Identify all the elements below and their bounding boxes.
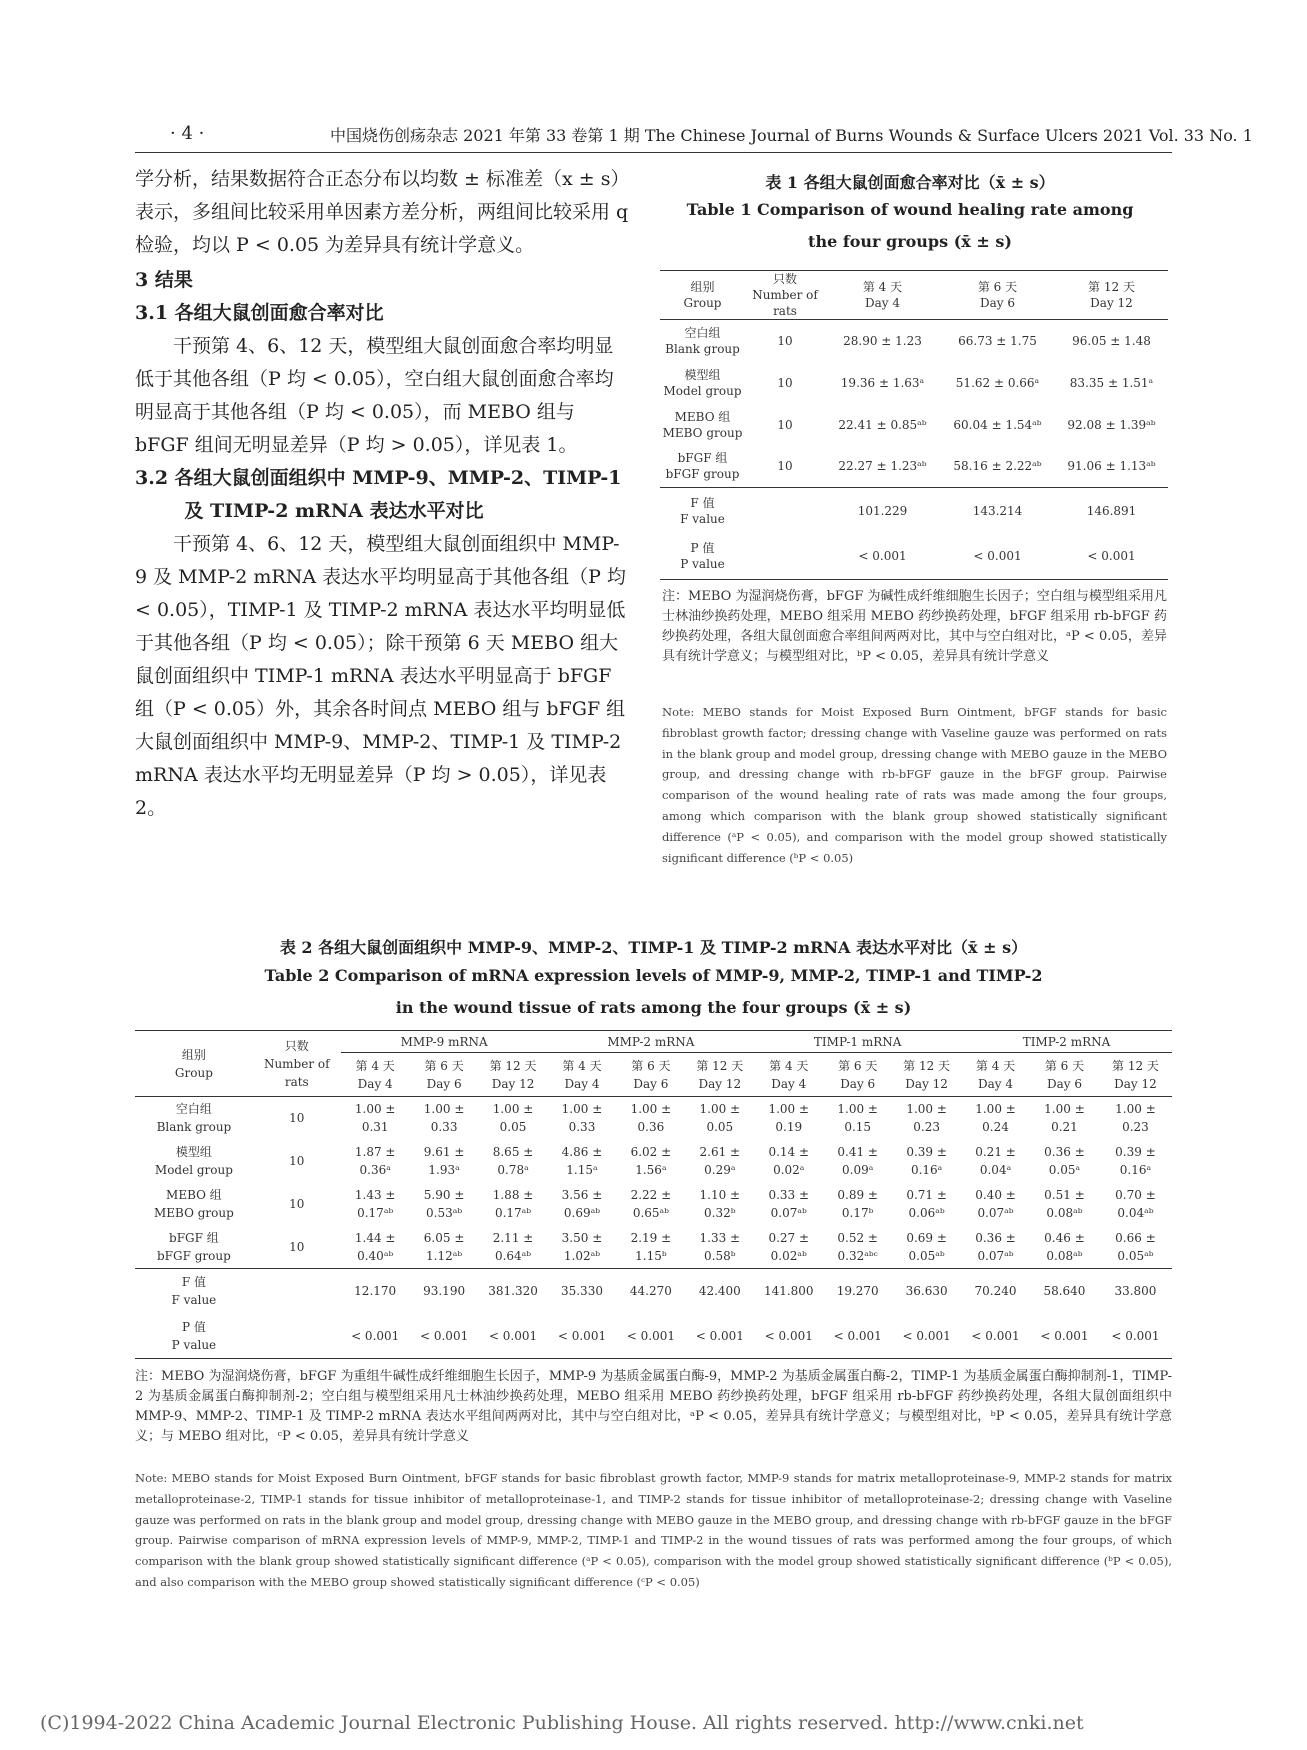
table-row: 空白组 Blank group 10 1.00 ± 0.31 1.00 ± 0.33 1.00 ± 0.05 1.00 ± 0.33 1.00 ± 0.36 1.00 ± 0.05 1.00 ± 0.19 1.00 ± 0.15 1.00 ± 0.23 1.00 ± 0.24 1.00 ± 0.21 1.00 ± 0.23 — [156, 1102, 1156, 1135]
table2-header-timp2: TIMP-2 mRNA — [961, 1031, 1172, 1053]
subsection-heading-3-2-line2: 及 TIMP-2 mRNA 表达水平对比 — [184, 500, 484, 522]
table-row: MEBO 组 MEBO group 10 1.43 ± 0.17ᵃᵇ 5.90 ± 0.53ᵃᵇ 1.88 ± 0.17ᵃᵇ 3.56 ± 0.69ᵃᵇ 2.22 ± 0.65ᵃᵇ 1.10 ± 0.32ᵇ 0.33 ± 0.07ᵃᵇ 0.89 ± 0.17ᵇ 0.71 ± 0.06ᵃᵇ 0.40 ± 0.07ᵃᵇ 0.51 ± 0.08ᵃᵇ 0.70 ± 0.04ᵃᵇ — [154, 1188, 1156, 1220]
body-text-column — [135, 163, 630, 825]
table-row: P 值 P value < 0.001 < 0.001 < 0.001 — [660, 534, 1168, 580]
table2 — [135, 1030, 1172, 1359]
table2-note-cn: 注：MEBO 为湿润烧伤膏，bFGF 为重组牛碱性成纤维细胞生长因子，MMP-9 为基质金属蛋白酶-9，MMP-2 为基质金属蛋白酶-2，TIMP-1 为基质金属蛋白酶抑制剂-1，TIMP-2 为基质金属蛋白酶抑制剂-2；空白组与模型组采用凡士林油纱换药处理，MEBO 组采用 MEBO 药纱换药处理，bFGF 组采用 rb-bFGF 药纱换药处理，各组大鼠创面组织中 MMP-9、MMP-2、TIMP-1 及 TIMP-2 mRNA 表达水平组间两两对比，其中与空白组对比，ᵃP < 0.05，差异具有统计学意义；与模型组对比，ᵇP < 0.05，差异具有统计学意义；与 MEBO 组对比，ᶜP < 0.05，差异具有统计学意义 — [135, 1369, 1172, 1444]
table2-caption-en-line2: in the wound tissue of rats among the four groups (x̄ ± s) — [395, 998, 912, 1017]
page-number: · 4 · — [170, 123, 205, 144]
table2-header-timp1: TIMP-1 mRNA — [754, 1031, 961, 1053]
table1-header-n: 只数 Number of rats — [752, 272, 818, 318]
table1-caption-en-line2: the four groups (x̄ ± s) — [808, 232, 1012, 251]
table-row: bFGF 组 bFGF group 10 22.27 ± 1.23ᵃᵇ 58.16 ± 2.22ᵃᵇ 91.06 ± 1.13ᵃᵇ — [665, 451, 1156, 482]
table2-note-en: Note: MEBO stands for Moist Exposed Burn Ointment, bFGF stands for basic fibroblast growth factor, MMP-9 stands for matrix metalloproteinase-9, MMP-2 stands for matrix metalloproteinase-2, TIMP-1 stands for tissue inhibitor of metalloproteinase-1, and TIMP-2 stands for tissue inhibitor of metalloproteinase-2; dressing change with Vaseline gauze was performed on rats in the blank group and model group, dressing change with MEBO gauze in the MEBO group, and dressing change with rb-bFGF gauze in the bFGF group. Pairwise comparison of mRNA expression levels of MMP-9, MMP-2, TIMP-1 and TIMP-2 in the wound tissues of rats was performed among the four groups, of which comparison with the blank group showed statistically significant difference (ᵃP < 0.05), comparison with the model group showed statistically significant difference (ᵇP < 0.05), and also comparison with the MEBO group showed statistically significant difference (ᶜP < 0.05) — [135, 1471, 1172, 1589]
table2-header-n: 只数 Number of rats — [253, 1031, 341, 1097]
table-row: bFGF 组 bFGF group 10 1.44 ± 0.40ᵃᵇ 6.05 ± 1.12ᵃᵇ 2.11 ± 0.64ᵃᵇ 3.50 ± 1.02ᵃᵇ 2.19 ± 1.15ᵇ 1.33 ± 0.58ᵇ 0.27 ± 0.02ᵃᵇ 0.52 ± 0.32ᵃᵇᶜ 0.69 ± 0.05ᵃᵇ 0.36 ± 0.07ᵃᵇ 0.46 ± 0.08ᵃᵇ 0.66 ± 0.05ᵃᵇ — [157, 1230, 1156, 1263]
table-row: 空白组 Blank group 10 28.90 ± 1.23 66.73 ± 1.75 96.05 ± 1.48 — [665, 325, 1151, 356]
table1-header-day6: 第 6 天 Day 6 — [977, 280, 1018, 310]
table1-caption-en-line1: Table 1 Comparison of wound healing rate among — [686, 200, 1134, 219]
table1-header-day12: 第 12 天 Day 12 — [1088, 280, 1135, 310]
table1-header-day4: 第 4 天 Day 4 — [862, 280, 903, 310]
table-row: 模型组 Model group 10 1.87 ± 0.36ᵃ 9.61 ± 1.93ᵃ 8.65 ± 0.78ᵃ 4.86 ± 1.15ᵃ 6.02 ± 1.56ᵃ 2.61 ± 0.29ᵃ 0.14 ± 0.02ᵃ 0.41 ± 0.09ᵃ 0.39 ± 0.16ᵃ 0.21 ± 0.04ᵃ 0.36 ± 0.05ᵃ 0.39 ± 0.16ᵃ — [154, 1145, 1156, 1177]
paragraph-3-2: 干预第 4、6、12 天，模型组大鼠创面组织中 MMP-9 及 MMP-2 mRNA 表达水平均明显高于其他各组（P 均 < 0.05），TIMP-1 及 TIMP-2 mRNA 表达水平均明显低于其他各组（P 均 < 0.05）；除干预第 6 天 MEBO 组大鼠创面组织中 TIMP-1 mRNA 表达水平明显高于 bFGF 组（P < 0.05）外，其余各时间点 MEBO 组与 bFGF 组大鼠创面组织中 MMP-9、MMP-2、TIMP-1 及 TIMP-2 mRNA 表达水平均无明显差异（P 均 > 0.05），详见表 2。 — [135, 533, 626, 819]
header-rule — [135, 152, 1172, 153]
paragraph-methods-end: 学分析，结果数据符合正态分布以均数 ± 标准差（x ± s）表示，多组间比较采用单因素方差分析，两组间比较采用 q 检验，均以 P < 0.05 为差异具有统计学意义。 — [135, 168, 630, 256]
table2-header-mmp9: MMP-9 mRNA — [341, 1031, 548, 1053]
running-header: 中国烧伤创疡杂志 2021 年第 33 卷第 1 期 The Chinese Journal of Burns Wounds & Surface Ulcers 2021 Vol. 33 No. 1 — [330, 126, 1253, 145]
table2-day-header-row: 第 4 天 Day 4 第 6 天 Day 6 第 12 天 Day 12 第 4 天 Day 4 第 6 天 Day 6 第 12 天 Day 12 第 4 天 Day 4 第 6 天 Day 6 第 12 天 Day 12 第 4 天 Day 4 第 6 天 Day 6 第 12 天 Day 12 — [135, 1053, 1172, 1097]
subsection-heading-3-2-line1: 3.2 各组大鼠创面组织中 MMP-9、MMP-2、TIMP-1 — [135, 467, 622, 489]
table-row: F 值 F value 12.170 93.190 381.320 35.330 44.270 42.400 141.800 19.270 36.630 70.240 58.640 33.800 — [135, 1269, 1172, 1314]
table2-caption-en-line1: Table 2 Comparison of mRNA expression levels of MMP-9, MMP-2, TIMP-1 and TIMP-2 — [264, 966, 1043, 985]
section-heading-results: 3 结果 — [135, 269, 193, 291]
table-row: MEBO 组 MEBO group 10 22.41 ± 0.85ᵃᵇ 60.04 ± 1.54ᵃᵇ 92.08 ± 1.39ᵃᵇ — [662, 409, 1156, 440]
table2-caption-cn: 表 2 各组大鼠创面组织中 MMP-9、MMP-2、TIMP-1 及 TIMP-2 mRNA 表达水平对比（x̄ ± s） — [279, 938, 1028, 957]
table-row: P 值 P value < 0.001 < 0.001 < 0.001 < 0.001 < 0.001 < 0.001 < 0.001 < 0.001 < 0.001 < 0.001 < 0.001 < 0.001 — [135, 1314, 1172, 1359]
table1 — [660, 270, 1168, 580]
table2-gene-header-row — [135, 1031, 1172, 1053]
subsection-heading-3-1: 3.1 各组大鼠创面愈合率对比 — [135, 302, 384, 324]
table-row: F 值 F value 101.229 143.214 146.891 — [660, 488, 1168, 534]
table1-note-cn: 注：MEBO 为湿润烧伤膏，bFGF 为碱性成纤维细胞生长因子；空白组与模型组采用凡士林油纱换药处理，MEBO 组采用 MEBO 药纱换药处理，bFGF 组采用 rb-bFGF 药纱换药处理，各组大鼠创面愈合率组间两两对比，其中与空白组对比，ᵃP < 0.05，差异具有统计学意义；与模型组对比，ᵇP < 0.05，差异具有统计学意义 — [662, 589, 1167, 664]
table2-header-mmp2: MMP-2 mRNA — [548, 1031, 755, 1053]
table1-header-row — [660, 271, 1168, 320]
paragraph-3-1: 干预第 4、6、12 天，模型组大鼠创面愈合率均明显低于其他各组（P 均 < 0.05），空白组大鼠创面愈合率均明显高于其他各组（P 均 < 0.05），而 MEBO 组与 bFGF 组间无明显差异（P 均 > 0.05），详见表 1。 — [135, 335, 614, 456]
table1-header-group: 组别 Group — [683, 280, 722, 310]
copyright-footer: (C)1994-2022 China Academic Journal Electronic Publishing House. All rights reserved. http://www.cnki.net — [40, 1712, 1084, 1734]
table-row: 模型组 Model group 10 19.36 ± 1.63ᵃ 51.62 ± 0.66ᵃ 83.35 ± 1.51ᵃ — [663, 367, 1154, 398]
table1-note-en: Note: MEBO stands for Moist Exposed Burn Ointment, bFGF stands for basic fibroblast growth factor; dressing change with Vaseline gauze was performed on rats in the blank group and model group, dressing change with MEBO gauze in the MEBO group, and dressing change with rb-bFGF gauze in the bFGF group. Pairwise comparison of the wound healing rate of rats was made among the four groups, among which comparison with the blank group showed statistically significant difference (ᵃP < 0.05), and comparison with the model group showed statistically significant difference (ᵇP < 0.05) — [662, 705, 1167, 865]
table2-header-group: 组别 Group — [135, 1031, 253, 1097]
table1-caption-cn: 表 1 各组大鼠创面愈合率对比（x̄ ± s） — [765, 173, 1055, 192]
